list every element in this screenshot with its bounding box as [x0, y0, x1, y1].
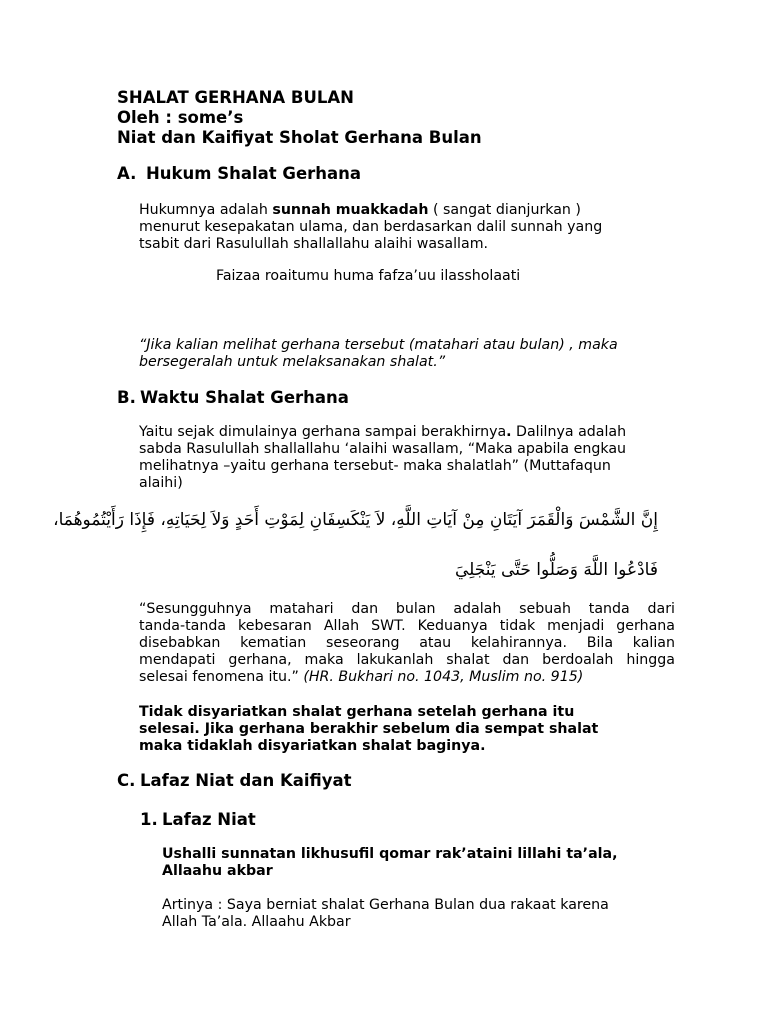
note-line: Tidak disyariatkan shalat gerhana setelah gerhana itu: [139, 704, 575, 720]
translation-line: mendapati gerhana, maka lakukanlah shalat dan berdoalah hingga: [139, 652, 675, 668]
section-a-paragraph-line: tsabit dari Rasulullah shallallahu alaihi wasallam.: [139, 236, 489, 252]
translation-line: disebabkan kematian seseorang atau kelahirannya. Bila kalian: [139, 635, 675, 651]
quote-line: bersegeralah untuk melaksanakan shalat.”: [139, 354, 446, 370]
hadith-reference: (HR. Bukhari no. 1043, Muslim no. 915): [303, 669, 584, 685]
arabic-hadith-line: فَادْعُوا اللَّهَ وَصَلُّوا حَتَّى يَنْجَلِيَ: [454, 560, 658, 580]
section-a-paragraph-line: menurut kesepakatan ulama, dan berdasarkan dalil sunnah yang: [139, 219, 603, 235]
transliteration-line: Faizaa roaitumu huma fafza’uu ilassholaati: [216, 268, 521, 284]
bold-text-run: .: [506, 424, 512, 440]
section-c-letter: C.: [117, 771, 136, 790]
section-a-paragraph-line: [139, 202, 581, 220]
section-b-letter: B.: [117, 388, 136, 407]
section-b-paragraph-line: [139, 424, 626, 442]
section-b-paragraph-line: alaihi): [139, 475, 183, 491]
subsection-number: 1.: [140, 810, 158, 829]
section-c-heading: Lafaz Niat dan Kaifiyat: [140, 771, 352, 790]
text-run: Dalilnya adalah: [511, 424, 627, 440]
section-b-paragraph-line: sabda Rasulullah shallallahu ‘alaihi wasallam, “Maka apabila engkau: [139, 441, 627, 457]
text-run: ( sangat dianjurkan ): [428, 202, 581, 218]
text-run: Yaitu sejak dimulainya gerhana sampai berakhirnya: [139, 424, 507, 440]
arti-line: Artinya : Saya berniat shalat Gerhana Bulan dua rakaat karena: [162, 897, 609, 913]
doc-title: SHALAT GERHANA BULAN: [117, 88, 354, 107]
arti-line: Allah Ta’ala. Allaahu Akbar: [162, 914, 351, 930]
section-b-paragraph-line: melihatnya –yaitu gerhana tersebut- maka shalatlah” (Muttafaqun: [139, 458, 611, 474]
section-b-heading: Waktu Shalat Gerhana: [140, 388, 349, 407]
note-line: maka tidaklah disyariatkan shalat baginya.: [139, 738, 486, 754]
translation-line: “Sesungguhnya matahari dan bulan adalah sebuah tanda dari: [139, 601, 675, 617]
translation-line: [139, 669, 583, 687]
doc-author: Oleh : some’s: [117, 108, 244, 127]
translation-line: tanda-tanda kebesaran Allah SWT. Keduanya tidak menjadi gerhana: [139, 618, 675, 634]
quote-line: “Jika kalian melihat gerhana tersebut (matahari atau bulan) , maka: [139, 337, 618, 353]
arabic-hadith-line: إِنَّ الشَّمْسَ وَالْقَمَرَ آيَتَانِ مِنْ آيَاتِ اللَّهِ، لاَ يَنْكَسِفَانِ لِمَوْتِ أَحَدٍ وَلاَ لِحَيَاتِهِ، فَإِذَا رَأَيْتُمُوهُمَا،: [53, 510, 658, 530]
doc-subtitle: Niat dan Kaifiyat Sholat Gerhana Bulan: [117, 128, 482, 147]
note-line: selesai. Jika gerhana berakhir sebelum dia sempat shalat: [139, 721, 599, 737]
section-a-heading: Hukum Shalat Gerhana: [146, 164, 362, 183]
subsection-heading: Lafaz Niat: [162, 810, 256, 829]
text-run: selesai fenomena itu.”: [139, 669, 304, 685]
niat-line: Ushalli sunnatan likhusufil qomar rak’ataini lillahi ta’ala,: [162, 846, 618, 862]
section-a-letter: A.: [117, 164, 137, 183]
text-run: Hukumnya adalah: [139, 202, 273, 218]
niat-line: Allaahu akbar: [162, 863, 273, 879]
bold-text-run: sunnah muakkadah: [272, 202, 429, 218]
